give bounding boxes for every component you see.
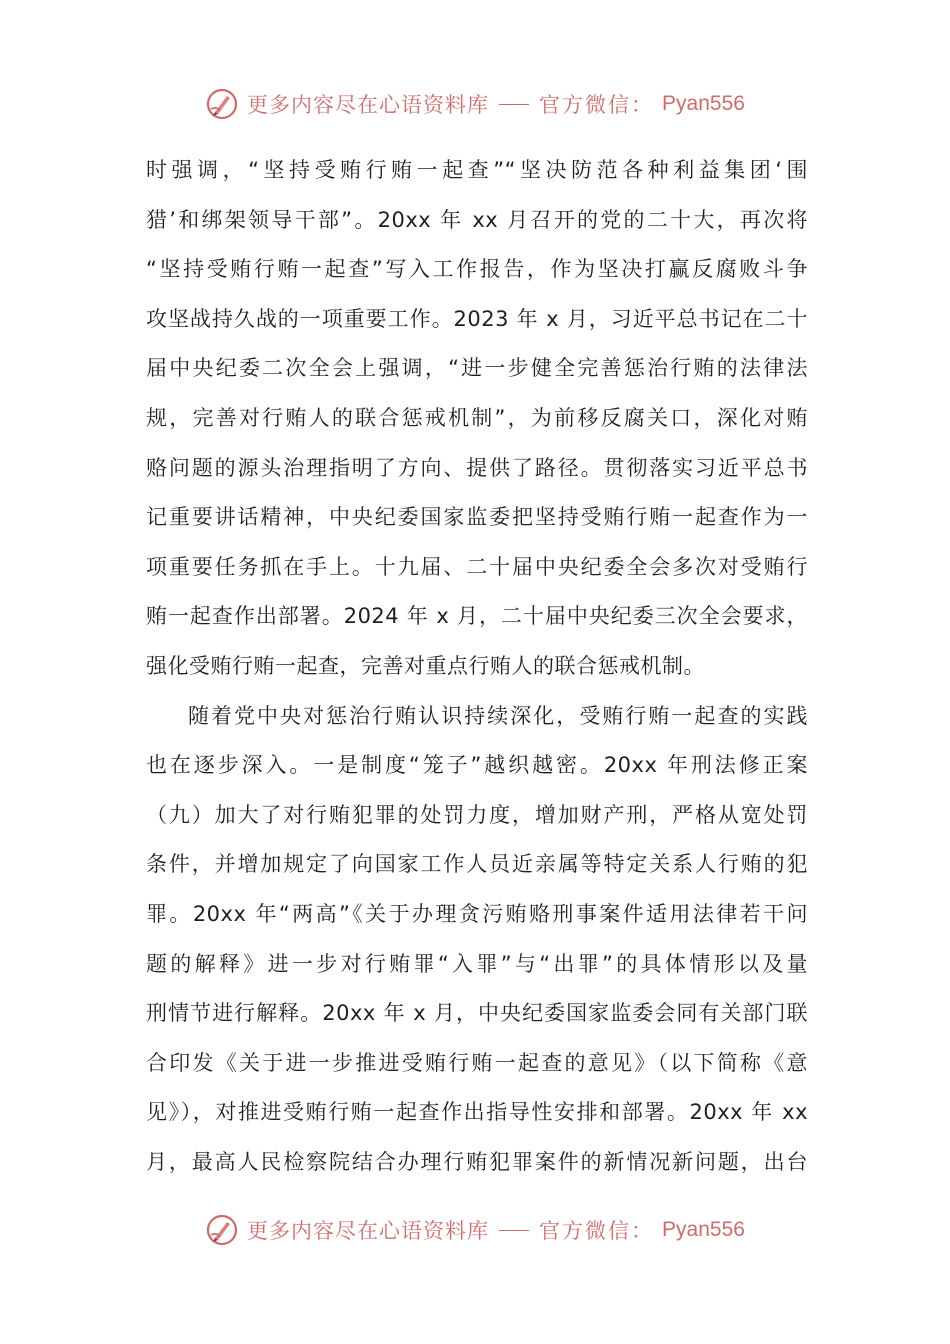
text-line: 贿一起查作出部署。2024 年 x 月，二十届中央纪委三次全会要求， (146, 604, 808, 629)
watermark-brand-text: 更多内容尽在心语资料库 (247, 93, 490, 117)
watermark-divider (499, 1230, 529, 1231)
text-line: 题的解释》进一步对行贿罪“入罪”与“出罪”的具体情形以及量 (146, 951, 808, 976)
text-line: （九）加大了对行贿犯罪的处罚力度，增加财产刑，严格从宽处罚 (146, 802, 808, 827)
pen-logo-icon (205, 1213, 239, 1247)
paragraph-end-line: 强化受贿行贿一起查，完善对重点行贿人的联合惩戒机制。 (146, 653, 705, 678)
text-line: 记重要讲话精神，中央纪委国家监委把坚持受贿行贿一起查作为一 (146, 505, 808, 530)
watermark-wechat-label: 官方微信： (539, 1219, 655, 1243)
watermark-wechat-id: Pyan556 (662, 1218, 745, 1241)
text-line: “坚持受贿行贿一起查”写入工作报告，作为坚决打赢反腐败斗争 (146, 257, 808, 282)
watermark-wechat-id: Pyan556 (662, 92, 745, 115)
text-line: 赂问题的源头治理指明了方向、提供了路径。贯彻落实习近平总书 (146, 455, 808, 480)
article-body (146, 146, 808, 1187)
text-line: 攻坚战持久战的一项重要工作。2023 年 x 月，习近平总书记在二十 (146, 306, 808, 331)
text-line: 见》），对推进受贿行贿一起查作出指导性安排和部署。20xx 年 xx (146, 1100, 808, 1125)
text-line: 月，最高人民检察院结合办理行贿犯罪案件的新情况新问题，出台 (146, 1149, 808, 1174)
watermark-divider (499, 104, 529, 105)
text-line: 条件，并增加规定了向国家工作人员近亲属等特定关系人行贿的犯 (146, 852, 808, 877)
text-line: 时强调，“坚持受贿行贿一起查”“坚决防范各种利益集团‘围 (146, 158, 808, 182)
watermark-wechat-label: 官方微信： (539, 93, 655, 117)
footer-watermark (0, 1210, 950, 1250)
header-watermark (0, 84, 950, 124)
text-line: 合印发《关于进一步推进受贿行贿一起查的意见》（以下简称《意 (146, 1050, 808, 1075)
text-line: 也在逐步深入。一是制度“笼子”越织越密。20xx 年刑法修正案 (146, 753, 808, 778)
pen-logo-icon (205, 87, 239, 121)
text-line: 项重要任务抓在手上。十九届、二十届中央纪委全会多次对受贿行 (146, 554, 808, 579)
text-line: 届中央纪委二次全会上强调，“进一步健全完善惩治行贿的法律法 (146, 356, 808, 381)
paragraph-start-line: 随着党中央对惩治行贿认识持续深化，受贿行贿一起查的实践 (188, 703, 808, 728)
text-line: 猎’和绑架领导干部”。20xx 年 xx 月召开的党的二十大，再次将 (146, 207, 808, 232)
text-line: 罪。20xx 年“两高”《关于办理贪污贿赂刑事案件适用法律若干问 (146, 901, 808, 926)
text-line: 刑情节进行解释。20xx 年 x 月，中央纪委国家监委会同有关部门联 (146, 1001, 808, 1026)
text-line: 规，完善对行贿人的联合惩戒机制”，为前移反腐关口，深化对贿 (146, 405, 808, 430)
watermark-brand-text: 更多内容尽在心语资料库 (247, 1219, 490, 1243)
